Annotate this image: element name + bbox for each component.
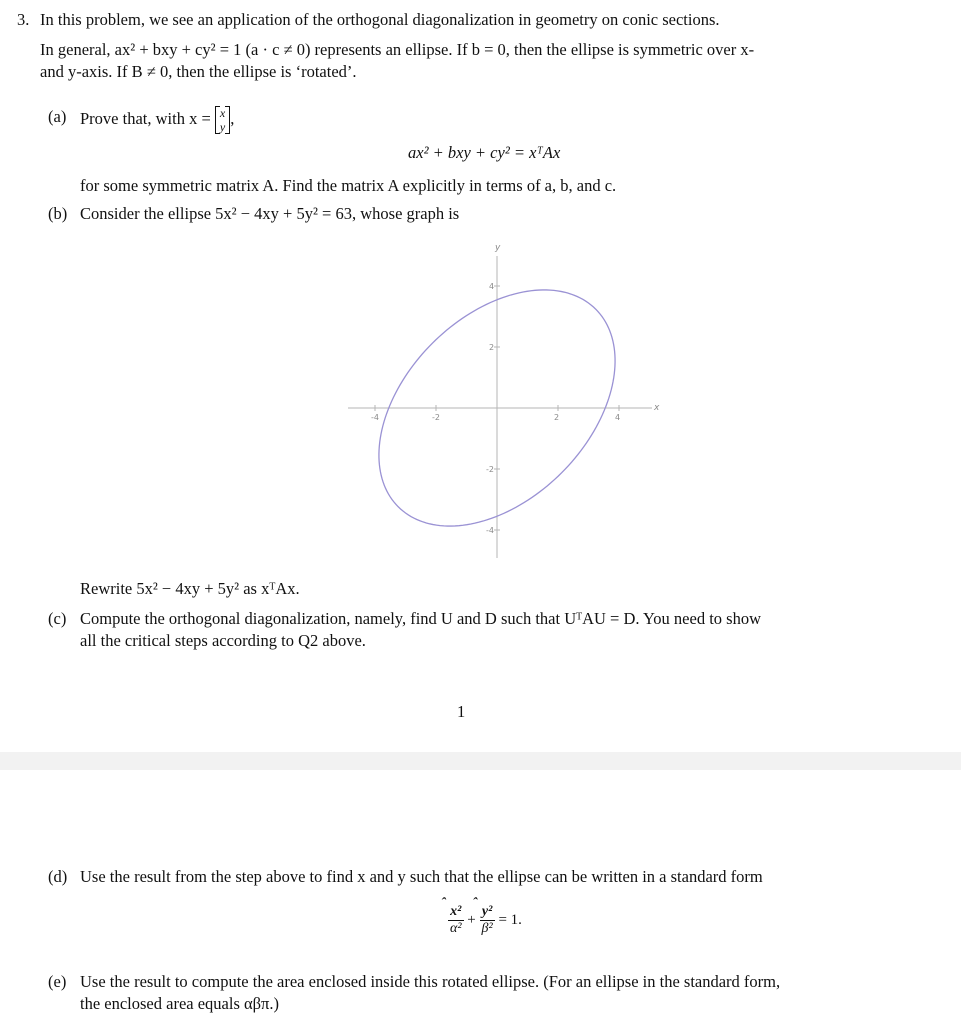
part-e-line-2: the enclosed area equals αβπ.) [80,994,279,1013]
y-tick-label: 2 [489,343,495,352]
part-e-line-1: Use the result to compute the area enclosed inside this rotated ellipse. (For an ellipse in the standard form, [80,972,781,991]
page-number: 1 [457,702,466,721]
ellipse-plot [340,236,670,566]
part-a-followup: for some symmetric matrix A. Find the matrix A explicitly in terms of a, b, and c. [80,176,617,195]
page-separator [0,752,961,770]
problem-intro-line-1: In this problem, we see an application of the orthogonal diagonalization in geometry on conic sections. [40,10,720,29]
fraction-x-numerator: ˆ x² [448,904,464,921]
x-tick-label: 2 [554,413,560,422]
part-b-text: Consider the ellipse 5x² − 4xy + 5y² = 63, whose graph is [80,204,460,223]
y-tick-label: 4 [489,282,495,291]
part-b-label: (b) [48,204,68,223]
y-tick-label: -2 [486,465,494,474]
part-a-equation: ax² + bxy + cy² = xᵀAx [408,143,561,162]
part-a-statement [80,106,234,134]
part-c-line-2: all the critical steps according to Q2 above. [80,631,366,650]
y-axis-label: y [495,243,501,253]
part-a-text: Prove that, with x = [80,108,211,128]
fraction-y [480,904,495,937]
part-c-label: (c) [48,609,67,628]
x-tick-label: -2 [432,413,440,422]
part-e-label: (e) [48,972,67,991]
part-b-rewrite: Rewrite 5x² − 4xy + 5y² as xᵀAx. [80,579,300,598]
part-a-vector [215,106,230,134]
standard-form-equation [448,904,522,937]
fraction-y-numerator: ˆ y² [480,904,495,921]
part-c-line-1: Compute the orthogonal diagonalization, namely, find U and D such that UᵀAU = D. You need to show [80,609,761,628]
problem-intro-line-3: and y-axis. If B ≠ 0, then the ellipse is ‘rotated’. [40,62,357,81]
part-d-text: Use the result from the step above to find x and y such that the ellipse can be written in a standard form [80,867,763,886]
part-a-label: (a) [48,107,67,126]
equation-rhs: = 1. [498,911,522,928]
problem-number: 3. [17,10,30,29]
fraction-x [448,904,464,937]
fraction-y-denominator: β² [481,921,493,936]
x-axis-label: x [654,403,660,413]
problem-intro-line-2: In general, ax² + bxy + cy² = 1 (a · c ≠ 0) represents an ellipse. If b = 0, then the ellipse is symmetric over x- [40,40,755,59]
fraction-x-denominator: α² [450,921,462,936]
plus-sign: + [467,911,476,928]
x-tick-label: -4 [371,413,379,422]
x-tick-label: 4 [615,413,621,422]
part-d-label: (d) [48,867,68,886]
vector-entry-x: x [219,106,226,120]
y-tick-label: -4 [486,526,494,535]
part-a-comma: , [230,108,235,128]
vector-entry-y: y [219,120,226,134]
